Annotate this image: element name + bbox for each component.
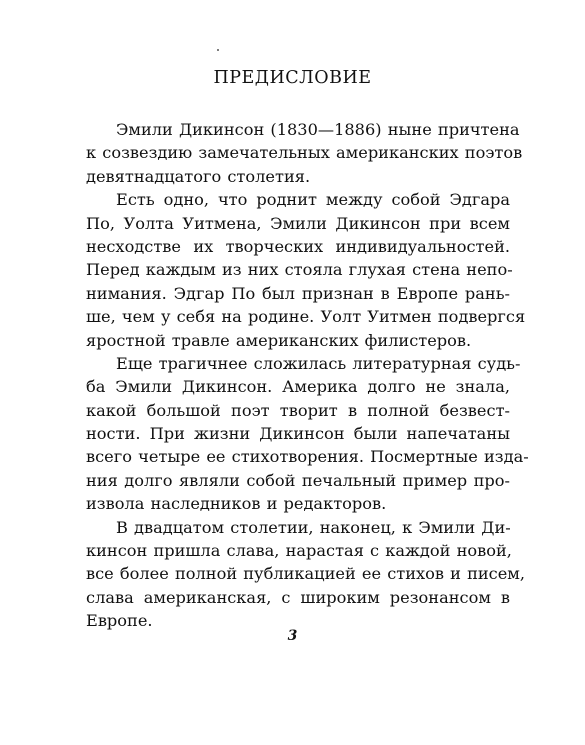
text-line: ше, чем у себя на родине. Уолт Уитмен подвергся bbox=[86, 307, 526, 327]
text-line: ности. При жизни Дикинсон были напечатаны bbox=[86, 424, 510, 444]
text-line: Европе. bbox=[86, 611, 153, 631]
page-number: 3 bbox=[287, 628, 298, 644]
text-line: извола наследников и редакторов. bbox=[86, 494, 387, 514]
preface-body bbox=[86, 118, 529, 633]
text-line: все более полной публикацией ее стихов и писем, bbox=[86, 564, 526, 584]
text-line: По, Уолта Уитмена, Эмили Дикинсон при всем bbox=[86, 213, 510, 233]
text-line: ния долго являли собой печальный пример про- bbox=[86, 470, 510, 490]
text-line: несходстве их творческих индивидуальностей. bbox=[86, 236, 510, 256]
text-line: яростной травле американских филистеров. bbox=[86, 330, 472, 350]
text-line: Перед каждым из них стояла глухая стена непо- bbox=[86, 260, 513, 280]
text-line: Есть одно, что роднит между собой Эдгара bbox=[116, 190, 510, 210]
text-line: всего четыре ее стихотворения. Посмертные изда- bbox=[86, 447, 529, 467]
text-line: В двадцатом столетии, наконец, к Эмили Ди- bbox=[116, 517, 511, 537]
text-line: ба Эмили Дикинсон. Америка долго не знала, bbox=[86, 377, 510, 397]
text-line: нимания. Эдгар По был признан в Европе рань- bbox=[86, 283, 510, 303]
text-line: кинсон пришла слава, нарастая с каждой новой, bbox=[86, 541, 512, 561]
text-line: какой большой поэт творит в полной безвест- bbox=[86, 400, 510, 420]
text-line: Эмили Дикинсон (1830—1886) ныне причтена bbox=[116, 120, 520, 139]
print-speck bbox=[217, 49, 219, 51]
text-line: слава американская, с широким резонансом в bbox=[86, 587, 510, 607]
text-line: Еще трагичнее сложилась литературная судь- bbox=[116, 353, 521, 373]
text-line: к созвездию замечательных американских поэтов bbox=[86, 143, 523, 163]
text-line: девятнадцатого столетия. bbox=[86, 166, 311, 186]
page-title: ПРЕДИСЛОВИЕ bbox=[213, 68, 372, 88]
